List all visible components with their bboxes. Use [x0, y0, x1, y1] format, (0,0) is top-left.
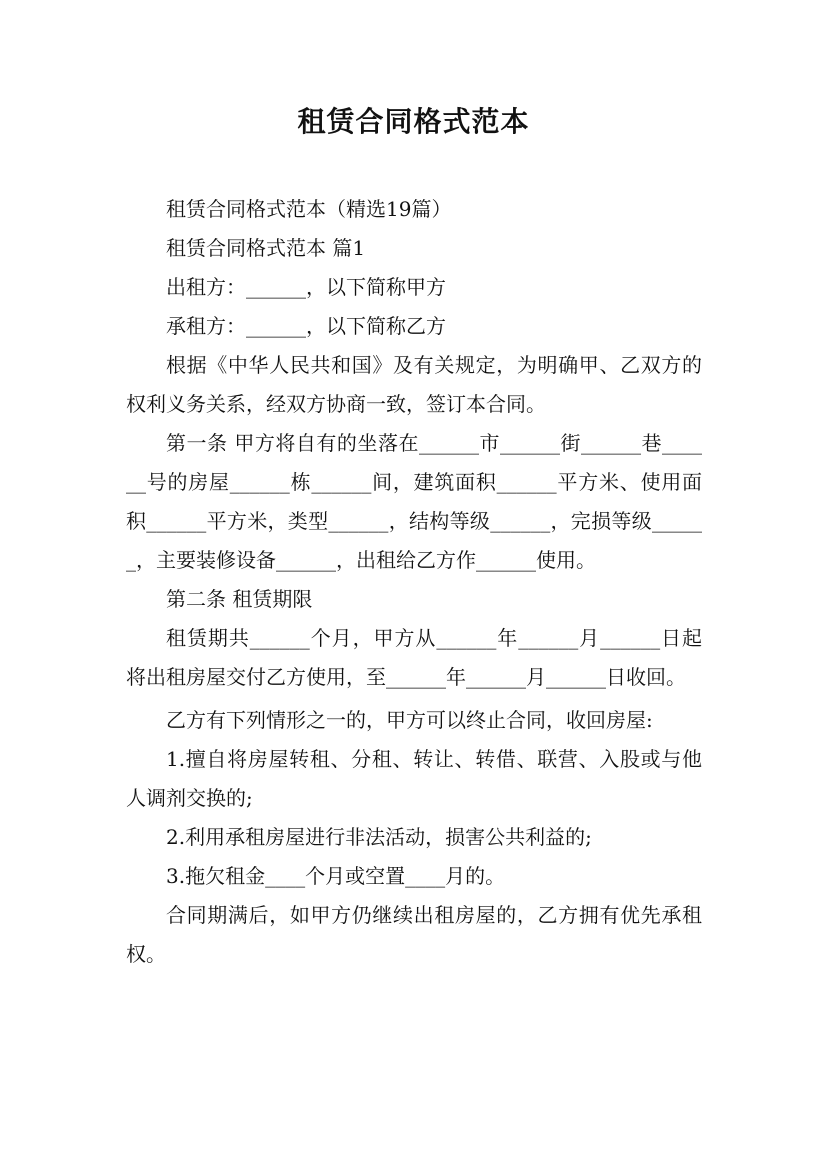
paragraph-lessee: 承租方：______，以下简称乙方: [166, 314, 446, 338]
paragraph-article-1: 第一条 甲方将自有的坐落在______市______街______巷______号的房屋______栋______间，建筑面积______平方米、使用面积______平方米，类型______，结构等级______，完损等级______，主要装修设备______，出租给乙方作______使用。: [126, 431, 702, 572]
list-item-condition-1: 1.擅自将房屋转租、分租、转让、转借、联营、入股或与他人调剂交换的;: [126, 747, 702, 810]
paragraph-article-2-heading: 第二条 租赁期限: [166, 587, 313, 611]
paragraph-section-heading: 租赁合同格式范本 篇1: [166, 236, 366, 260]
paragraph-lessor: 出租方：______，以下简称甲方: [166, 275, 446, 299]
paragraph-renewal-priority: 合同期满后，如甲方仍继续出租房屋的，乙方拥有优先承租权。: [126, 903, 702, 966]
list-item-condition-3: 3.拖欠租金____个月或空置____月的。: [166, 864, 506, 888]
paragraph-subtitle: 租赁合同格式范本（精选19篇）: [166, 197, 452, 221]
document-title: 租赁合同格式范本: [297, 105, 530, 138]
paragraph-preamble: 根据《中华人民共和国》及有关规定，为明确甲、乙双方的权利义务关系，经双方协商一致，签订本合同。: [126, 353, 702, 416]
paragraph-lease-term: 租赁期共______个月，甲方从______年______月______日起将出租房屋交付乙方使用，至______年______月______日收回。: [126, 626, 702, 689]
document-body: [126, 190, 702, 974]
list-item-condition-2: 2.利用承租房屋进行非法活动，损害公共利益的;: [166, 825, 592, 849]
paragraph-termination-conditions: 乙方有下列情形之一的，甲方可以终止合同，收回房屋:: [166, 708, 653, 732]
